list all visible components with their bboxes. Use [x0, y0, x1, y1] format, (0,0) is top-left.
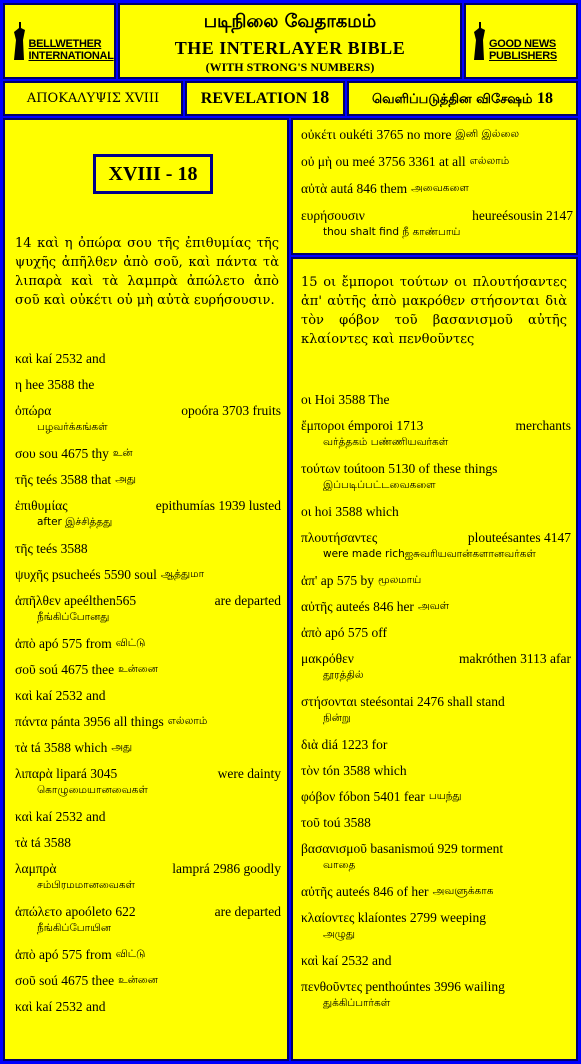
tamil-gloss: இனி இல்லை: [455, 128, 520, 140]
word-gloss: καὶ kaí 2532 and: [15, 809, 106, 824]
word-entry: [15, 376, 281, 393]
word-gloss: ψυχῆς psucheés 5590 soul: [15, 567, 157, 582]
word-entry: [15, 471, 281, 488]
word-entry: [301, 572, 571, 589]
word-line: [15, 635, 281, 652]
word-entry: [15, 687, 281, 704]
word-gloss: πενθοῦντες penthoúntes 3996 wailing: [301, 979, 505, 994]
word-line: [15, 860, 281, 877]
word-gloss: η hee 3588 the: [15, 377, 95, 392]
right-logo-text: GOOD NEWS PUBLISHERS: [489, 38, 557, 62]
word-gloss: τὰ tá 3588 which: [15, 740, 108, 755]
tamil-gloss: எல்லாம்: [167, 715, 208, 727]
word-entry: [15, 566, 281, 583]
word-gloss: ὀπώρα: [15, 403, 52, 418]
word-line: [301, 624, 571, 641]
word-line: [301, 762, 571, 779]
verse-14-text: 14 καὶ η ὀπώρα σου τῆς ἐπιθυμίας τῆς ψυχῆς ἀπῆλθεν ἀπὸ σοῦ, καὶ πάντα τὰ λιπαρὰ καὶ τὰ λαμπρὰ ἀπώλετο ἀπὸ σοῦ καὶ οὐκέτι οὐ μὴ αὐτὰ ευρήσουσιν.: [15, 236, 279, 308]
left-column: [3, 118, 289, 1061]
word-gloss: φόβον fóbon 5401 fear: [301, 789, 425, 804]
tamil-book-label: [349, 83, 576, 116]
word-gloss-right: heureésousin 2147: [472, 208, 573, 223]
word-gloss: ἀπ' ap 575 by: [301, 573, 374, 588]
word-gloss: ἀπὸ apó 575 from: [15, 636, 112, 651]
tamil-gloss: நின்று: [323, 712, 351, 724]
word-gloss: τοῦ toú 3588: [301, 815, 371, 830]
word-gloss: καὶ kaí 2532 and: [15, 688, 106, 703]
word-gloss: βασανισμοῦ basanismoú 929 torment: [301, 841, 504, 856]
tamil-gloss: விட்டு: [115, 948, 146, 960]
tamil-gloss: thou shalt find நீ காண்பாய்: [323, 226, 461, 238]
word-gloss: ἀπῆλθεν apeélthen565: [15, 593, 137, 608]
word-entry: [301, 883, 571, 900]
right-top-box: [291, 118, 578, 255]
word-entry: [301, 762, 571, 779]
tamil-gloss: were made richஐசுவரியவான்களானவர்கள்: [323, 548, 536, 560]
tamil-gloss: வர்த்தகம் பண்ணியவர்கள்: [323, 436, 449, 448]
tamil-verse: 18: [536, 90, 553, 107]
word-entry: [301, 417, 571, 451]
word-gloss: λαμπρὰ: [15, 861, 57, 876]
word-gloss-right: were dainty: [217, 766, 281, 781]
chapter-label: XVIII - 18: [93, 154, 213, 194]
tamil-gloss: மூலமாய்: [377, 574, 422, 586]
word-gloss-right: are departed: [214, 593, 281, 608]
tamil-gloss: நீங்கிப்போயின: [37, 922, 112, 934]
word-entry: [301, 909, 571, 943]
tamil-gloss: அவளுக்காக: [432, 885, 494, 897]
tamil-gloss: துக்கிப்பார்கள்: [323, 997, 391, 1009]
english-book: REVELATION: [200, 90, 308, 107]
word-entry: [301, 840, 571, 874]
word-gloss: καὶ kaí 2532 and: [15, 351, 106, 366]
tamil-gloss: தூரத்தில்: [323, 669, 364, 681]
word-line: [301, 503, 571, 520]
left-word-list: [15, 350, 281, 1024]
word-gloss: τούτων toútoon 5130 of these things: [301, 461, 498, 476]
word-entry: [301, 736, 571, 753]
title-english: THE INTERLAYER BIBLE: [174, 38, 406, 58]
word-gloss: διὰ diá 1223 for: [301, 737, 388, 752]
word-entry: [15, 860, 281, 894]
word-line: [15, 402, 281, 419]
word-entry: [15, 903, 281, 937]
word-gloss: μακρόθεν: [301, 651, 354, 666]
tamil-gloss: உன்: [112, 447, 133, 459]
word-line: [301, 460, 571, 477]
verse-15-text: 15 οι ἔμποροι τούτων οι πλουτήσαντες ἀπ' αὐτῆς ἀπὸ μακρόθεν στήσονται διὰ τὸν φόβον τοῦ βασανισμοῦ αὐτῆς κλαίοντες καὶ πενθοῦντες: [301, 275, 567, 347]
word-entry: [15, 972, 281, 989]
left-logo-text: BELLWETHER INTERNATIONAL: [28, 38, 114, 62]
word-entry: [301, 391, 571, 408]
word-gloss: ἐπιθυμίας: [15, 498, 68, 513]
word-entry: [301, 814, 571, 831]
word-line: [301, 391, 571, 408]
word-gloss: καὶ kaí 2532 and: [301, 953, 392, 968]
word-line: [301, 978, 571, 995]
word-entry: [15, 592, 281, 626]
word-line: [301, 417, 571, 434]
tamil-gloss: வாதை: [323, 859, 356, 871]
word-entry: [301, 952, 571, 969]
word-line: [15, 739, 281, 756]
subtitle: (WITH STRONG'S NUMBERS): [205, 60, 375, 74]
word-entry: [15, 765, 281, 799]
word-gloss: ἔμποροι émporoi 1713: [301, 418, 424, 433]
word-gloss: ἀπὸ apó 575 from: [15, 947, 112, 962]
word-gloss-right: plouteésantes 4147: [467, 530, 571, 545]
word-gloss-right: merchants: [515, 418, 571, 433]
word-line: [15, 946, 281, 963]
word-entry: [15, 808, 281, 825]
word-gloss: αὐτῆς auteés 846 her: [301, 599, 414, 614]
word-entry: [15, 497, 281, 531]
trumpeter-icon: [471, 20, 487, 62]
word-entry: [301, 529, 571, 563]
tamil-gloss: உன்னை: [118, 663, 158, 675]
word-line: [15, 445, 281, 462]
word-entry: [15, 834, 281, 851]
word-line: [301, 814, 571, 831]
word-entry: [301, 978, 571, 1012]
word-entry: [301, 693, 571, 727]
word-line: [301, 598, 571, 615]
word-line: [15, 713, 281, 730]
word-gloss: οι hoi 3588 which: [301, 504, 399, 519]
word-line: [15, 687, 281, 704]
word-line: [15, 592, 281, 609]
word-gloss: αὐτῆς auteés 846 of her: [301, 884, 429, 899]
word-gloss: τὸν tón 3588 which: [301, 763, 407, 778]
word-gloss-right: opoóra 3703 fruits: [181, 403, 281, 418]
word-line: [15, 834, 281, 851]
good-news-logo: [464, 3, 578, 79]
word-line: [15, 540, 281, 557]
word-gloss: ἀπὸ apó 575 off: [301, 625, 388, 640]
right-word-list: [301, 391, 571, 1021]
word-line: [15, 998, 281, 1015]
title-block: [118, 3, 462, 79]
english-book-label: [187, 83, 343, 113]
tamil-gloss: உன்னை: [118, 974, 158, 986]
word-line: [301, 572, 571, 589]
english-verse: 18: [311, 87, 330, 107]
tamil-gloss: விட்டு: [115, 637, 146, 649]
word-line: [301, 693, 571, 710]
word-gloss: σου sou 4675 thy: [15, 446, 109, 461]
word-line: [301, 650, 571, 667]
greek-book-label: ΑΠΟΚΑΛΥΨΙΣ XVIII: [26, 91, 160, 106]
right-top-word-list: [301, 126, 573, 251]
tamil-gloss: நீங்கிப்போனது: [37, 611, 110, 623]
tamil-gloss: அவைகளை: [411, 182, 469, 194]
word-gloss-right: epithumías 1939 lusted: [155, 498, 281, 513]
word-line: [301, 207, 573, 224]
word-line: [301, 180, 573, 197]
tamil-gloss: அழுது: [323, 928, 355, 940]
tamil-gloss: கொழுமையானவைகள்: [37, 784, 148, 796]
word-gloss: λιπαρὰ lipará 3045: [15, 766, 118, 781]
word-line: [301, 883, 571, 900]
word-entry: [301, 180, 573, 197]
word-gloss: τῆς teés 3588 that: [15, 472, 112, 487]
word-line: [301, 736, 571, 753]
word-gloss: ἀπώλετο apoóleto 622: [15, 904, 136, 919]
right-column: [291, 257, 578, 1061]
word-line: [15, 972, 281, 989]
tamil-gloss: after இச்சித்தது: [37, 516, 113, 528]
word-gloss: αὐτὰ autá 846 them: [301, 181, 408, 196]
word-entry: [15, 350, 281, 367]
word-gloss: καὶ kaí 2532 and: [15, 999, 106, 1014]
word-line: [15, 497, 281, 514]
word-entry: [15, 635, 281, 652]
word-line: [15, 661, 281, 678]
word-gloss: τῆς teés 3588: [15, 541, 88, 556]
word-line: [301, 952, 571, 969]
tamil-gloss: அது: [111, 741, 133, 753]
word-entry: [301, 460, 571, 494]
word-entry: [15, 998, 281, 1015]
word-entry: [15, 540, 281, 557]
nav-greek: [3, 81, 183, 116]
word-entry: [301, 650, 571, 684]
tamil-gloss: எல்லாம்: [469, 155, 510, 167]
tamil-gloss: இப்படிப்பட்டவைகளை: [323, 479, 436, 491]
word-line: [15, 566, 281, 583]
word-line: [15, 903, 281, 920]
word-entry: [15, 445, 281, 462]
word-entry: [301, 598, 571, 615]
word-gloss: σοῦ soú 4675 thee: [15, 662, 115, 677]
title-tamil: படிநிலை வேதாகமம்: [203, 11, 377, 32]
word-entry: [301, 624, 571, 641]
word-gloss: οὐ μὴ ou meé 3756 3361 at all: [301, 154, 466, 169]
tamil-gloss: பழவர்க்கங்கள்: [37, 421, 108, 433]
tamil-gloss: அவள்: [417, 600, 450, 612]
word-gloss: πάντα pánta 3956 all things: [15, 714, 164, 729]
word-gloss: στήσονται steésontai 2476 shall stand: [301, 694, 505, 709]
word-entry: [301, 207, 573, 241]
word-entry: [301, 126, 573, 143]
word-entry: [15, 713, 281, 730]
nav-english: [185, 81, 345, 116]
word-gloss: τὰ tá 3588: [15, 835, 71, 850]
word-line: [301, 529, 571, 546]
word-gloss-right: are departed: [214, 904, 281, 919]
word-line: [15, 808, 281, 825]
word-gloss: οι Hoi 3588 The: [301, 392, 390, 407]
tamil-gloss: ஆத்துமா: [160, 568, 205, 580]
word-line: [301, 788, 571, 805]
word-line: [15, 765, 281, 782]
word-gloss: σοῦ soú 4675 thee: [15, 973, 115, 988]
word-line: [15, 376, 281, 393]
word-entry: [15, 402, 281, 436]
nav-tamil: [347, 81, 578, 116]
word-line: [301, 840, 571, 857]
word-entry: [15, 739, 281, 756]
word-entry: [15, 946, 281, 963]
trumpeter-icon: [11, 20, 27, 62]
word-line: [301, 153, 573, 170]
word-entry: [301, 153, 573, 170]
tamil-book: வெளிப்படுத்தின விசேஷம்: [372, 92, 533, 107]
word-line: [15, 471, 281, 488]
tamil-gloss: பயந்து: [428, 790, 462, 802]
tamil-gloss: அது: [115, 473, 136, 485]
bellwether-logo: [3, 3, 116, 79]
word-entry: [301, 788, 571, 805]
word-gloss: ευρήσουσιν: [301, 208, 365, 223]
word-gloss: κλαίοντες klaíontes 2799 weeping: [301, 910, 486, 925]
word-gloss: οὐκέτι oukéti 3765 no more: [301, 127, 452, 142]
word-line: [301, 126, 573, 143]
word-gloss-right: makróthen 3113 afar: [459, 651, 571, 666]
word-gloss-right: lamprá 2986 goodly: [172, 861, 281, 876]
word-entry: [301, 503, 571, 520]
tamil-gloss: சம்பிரமமானவைகள்: [37, 879, 136, 891]
word-line: [301, 909, 571, 926]
word-gloss: πλουτήσαντες: [301, 530, 378, 545]
word-entry: [15, 661, 281, 678]
word-line: [15, 350, 281, 367]
